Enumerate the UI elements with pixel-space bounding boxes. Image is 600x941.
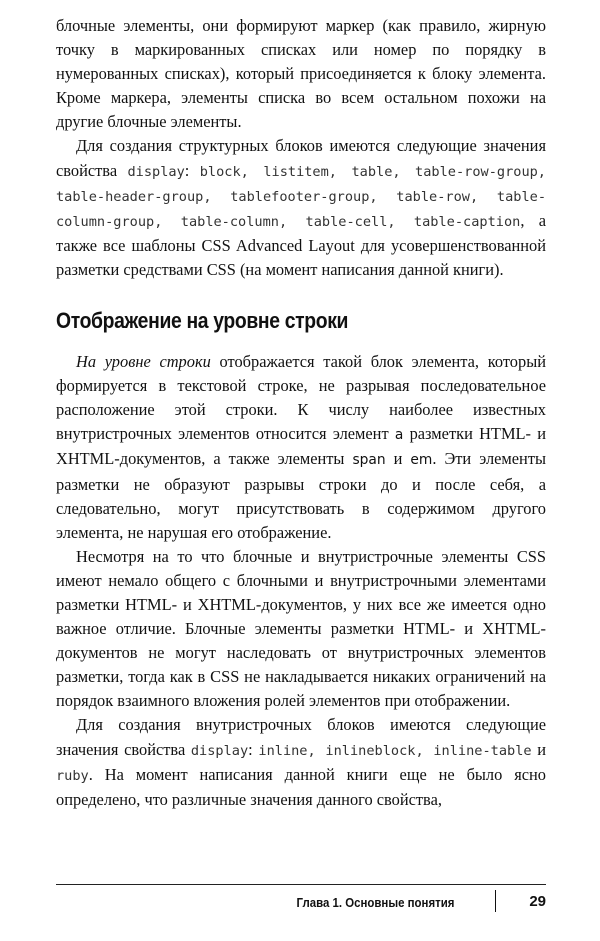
paragraph-list-items: [56, 14, 546, 134]
paragraph-block-display-values: [56, 134, 546, 282]
p5-colon: :: [248, 739, 259, 759]
p3-tag-a: a: [394, 427, 404, 444]
p5-lead-text: Для создания внутристрочных блоков имеются следующие значения свойства: [56, 715, 546, 759]
p2-lead-text: Для создания структурных блоков имеются следующие значения свойства: [56, 136, 546, 180]
paragraph-inline-display-values: [56, 713, 546, 811]
p3-tag-em: em: [410, 452, 433, 469]
footer-chapter-title: Глава 1. Основные понятия: [296, 895, 454, 910]
footer-page-number: 29: [529, 893, 546, 910]
p5-code-values: inline, inlineblock, inline-table: [258, 742, 532, 759]
p3-text-2: разметки HTML- и XHTML-документов, а также элементы: [56, 424, 547, 469]
section-gap: [56, 282, 546, 306]
page-body: [56, 14, 546, 812]
p3-text-4: . Эти элементы разметки не образуют разрывы строки до и после себя, а следовательно, могут присутствовать в содержимом другого элемента, не нарушая его отображение.: [56, 449, 546, 542]
paragraph-inline-vs-html: [56, 545, 546, 714]
footer-separator: [495, 890, 496, 912]
paragraph-list-items-text: блочные элементы, они формируют маркер (как правило, жирную точку в маркированных списках или номер по порядку в нумерованных списках), который присоединяется к блоку элемента. Кроме маркера, элементы списка во всем остальном похожи на другие блочные элементы.: [56, 16, 546, 132]
paragraph-inline-intro: [56, 350, 546, 545]
p2-code-values: block, listitem, table, table-row-group, table-header-group, tablefooter-group, table-row, table-column-group, table-column, table-cell, table-caption: [56, 163, 546, 230]
p2-tail-text: , а также все шаблоны CSS Advanced Layout для усовершенствованной разметки средствами CSS (на момент написания данной книги).: [56, 210, 546, 279]
p5-mid-text: и: [531, 739, 547, 759]
p5-code-ruby: ruby: [56, 767, 89, 784]
p3-text-3: и: [385, 449, 411, 469]
footer-divider: [56, 884, 546, 885]
p3-text-1: отображается такой блок элемента, который формируется в текстовой строке, не разрывая последовательное расположение этой строки. К числу наиболее известных внутристрочных элементов относится элемент: [56, 352, 546, 444]
p2-colon: :: [184, 160, 200, 180]
p3-tag-span: span: [352, 452, 386, 469]
p4-text: Несмотря на то что блочные и внутристрочные элементы CSS имеют немало общего с блочными и внутристрочными элементами разметки HTML- и XHTML-документов, у них все же имеется одно важное отличие. Блочные элементы разметки HTML- и XHTML-документов не могут наследовать от внутристрочных элементов разметки, тогда как в CSS не накладывается никаких ограничений на порядок взаимного вложения ролей элементов при отображении.: [56, 546, 546, 711]
p2-code-display: display: [127, 163, 185, 180]
page-footer: [56, 890, 546, 914]
p5-tail-text: . На момент написания данной книги еще не было ясно определено, что различные значения данного свойства,: [56, 764, 546, 809]
p3-italic-term: На уровне строки: [76, 352, 211, 372]
section-heading: Отображение на уровне строки: [56, 308, 349, 334]
p5-code-display: display: [190, 742, 249, 759]
